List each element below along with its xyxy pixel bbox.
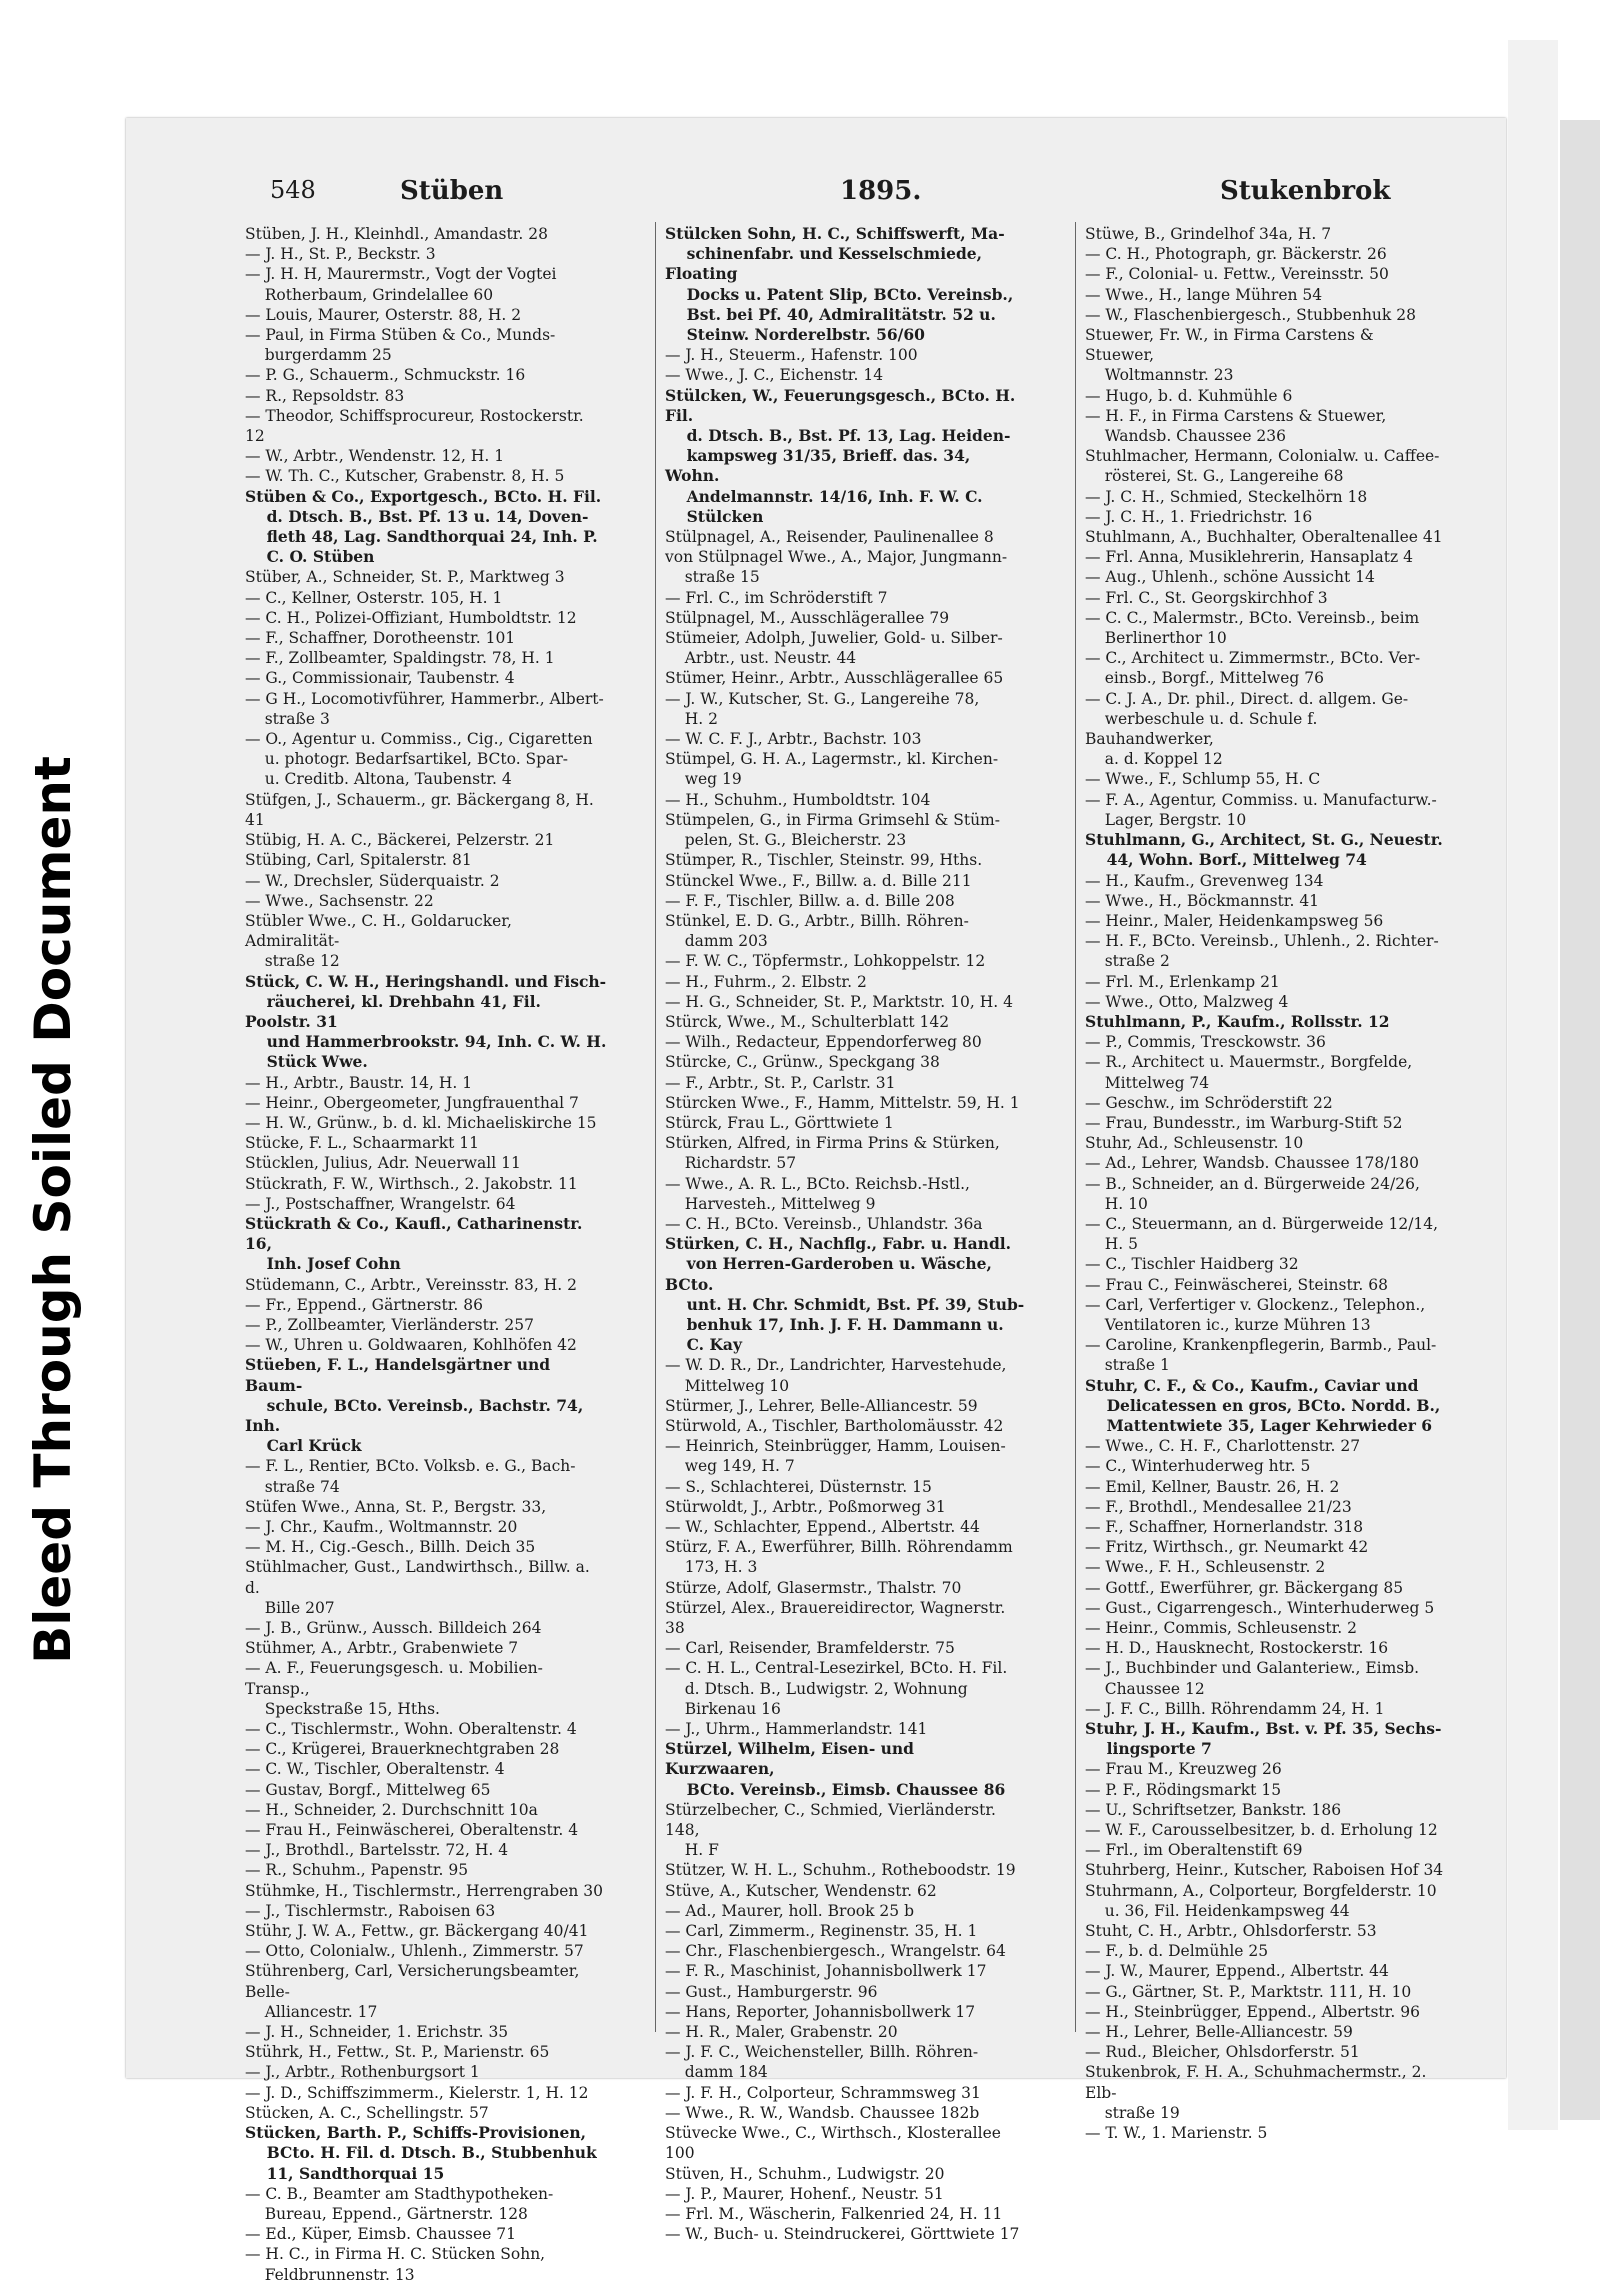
directory-entry: — Ed., Küper, Eimsb. Chaussee 71 — [245, 2225, 516, 2244]
page-header — [140, 176, 1490, 218]
directory-entry: — P., Zollbeamter, Vierländerstr. 257 — [245, 1315, 534, 1334]
directory-entry: — G., Gärtner, St. P., Marktstr. 111, H. 10 — [1085, 1982, 1412, 2001]
directory-entry: — C. H. L., Central-Lesezirkel, BCto. H. Fil. d. Dtsch. B., Ludwigstr. 2, Wohnung Birkenau 16 — [665, 1659, 1008, 1718]
directory-entry: Stuhlmann, G., Architect, St. G., Neuestr. 44, Wohn. Borf., Mittelweg 74 — [1085, 830, 1443, 870]
directory-entry: Stümpel, G. H. A., Lagermstr., kl. Kirchen- weg 19 — [665, 750, 999, 789]
directory-entry: — J. W., Kutscher, St. G., Langereihe 78, H. 2 — [665, 689, 980, 728]
directory-entry: — R., Architect u. Mauermstr., Borgfelde, Mittelweg 74 — [1085, 1053, 1413, 1092]
directory-entry: Stuhr, C. F., & Co., Kaufm., Caviar und Delicatessen en gros, BCto. Nordd. B., Mattentwiete 35, Lager Kehrwieder 6 — [1085, 1375, 1441, 1435]
adjacent-page-shadow — [1560, 120, 1600, 2120]
directory-entry: Stühmke, H., Tischlermstr., Herrengraben 30 — [245, 1881, 604, 1900]
directory-entry: Stuhrmann, A., Colporteur, Borgfelderstr. 10 u. 36, Fil. Heidenkampsweg 44 — [1085, 1881, 1437, 1920]
side-label-text: Bleed Through Soiled Document — [24, 756, 82, 1664]
directory-entry: Stürck, Wwe., M., Schulterblatt 142 — [665, 1012, 950, 1031]
directory-entry: — Caroline, Krankenpflegerin, Barmb., Paul- straße 1 — [1085, 1336, 1437, 1375]
directory-entry: — H. C., in Firma H. C. Stücken Sohn, Feldbrunnenstr. 13 — [245, 2245, 546, 2284]
directory-entry: — Louis, Maurer, Osterstr. 88, H. 2 — [245, 305, 522, 324]
directory-entry: — F. W. C., Töpfermstr., Lohkoppelstr. 12 — [665, 952, 986, 971]
directory-entry: — Heinr., Maler, Heidenkampsweg 56 — [1085, 911, 1384, 930]
directory-entry: — Wwe., F. H., Schleusenstr. 2 — [1085, 1558, 1326, 1577]
directory-entry: — Wwe., Otto, Malzweg 4 — [1085, 992, 1289, 1011]
directory-entry: — P. F., Rödingsmarkt 15 — [1085, 1780, 1282, 1799]
directory-entry: — Wwe., F., Schlump 55, H. C — [1085, 770, 1321, 789]
directory-entry: Stücken, A. C., Schellingstr. 57 — [245, 2103, 489, 2122]
directory-entry: Stüben, J. H., Kleinhdl., Amandastr. 28 — [245, 225, 548, 243]
directory-entry: Stürze, Adolf, Glasermstr., Thalstr. 70 — [665, 1578, 962, 1597]
directory-entry: — Wilh., Redacteur, Eppendorferweg 80 — [665, 1033, 982, 1052]
directory-entry: — W. D. R., Dr., Landrichter, Harvestehude, Mittelweg 10 — [665, 1356, 1007, 1395]
entries-column-left — [245, 224, 607, 2285]
directory-entry: — H., Fuhrm., 2. Elbstr. 2 — [665, 972, 867, 991]
directory-entry: — Gustav, Borgf., Mittelweg 65 — [245, 1780, 491, 1799]
directory-entry: — C., Steuermann, an d. Bürgerweide 12/14, H. 5 — [1085, 1214, 1439, 1254]
directory-entry: — H. D., Hausknecht, Rostockerstr. 16 — [1085, 1639, 1389, 1658]
directory-entry: Stülcken, W., Feuerungsgesch., BCto. H. Fil. d. Dtsch. B., Bst. Pf. 13, Lag. Heiden- kampsweg 31/35, Brieff. das. 34, Wohn. Andelmannstr. 14/16, Inh. F. W. C. Stülcken — [665, 385, 1016, 526]
directory-entry: — Gust., Cigarrengesch., Winterhuderweg 5 — [1085, 1598, 1435, 1617]
directory-entry: — Frau, Bundesstr., im Warburg-Stift 52 — [1085, 1113, 1403, 1132]
directory-entry: — Frau M., Kreuzweg 26 — [1085, 1760, 1282, 1779]
directory-entry: Stürken, Alfred, in Firma Prins & Stürken, Richardstr. 57 — [665, 1134, 1000, 1173]
directory-entry: Stücklen, Julius, Adr. Neuerwall 11 — [245, 1154, 521, 1173]
directory-entry: — F., Zollbeamter, Spaldingstr. 78, H. 1 — [245, 649, 555, 668]
directory-entry: Stuewer, Fr. W., in Firma Carstens & Stuewer, Woltmannstr. 23 — [1085, 326, 1374, 385]
directory-entry: — W., Uhren u. Goldwaaren, Kohlhöfen 42 — [245, 1336, 577, 1355]
directory-entry: — G., Commissionair, Taubenstr. 4 — [245, 669, 515, 688]
directory-entry: — Gust., Hamburgerstr. 96 — [665, 1982, 878, 2001]
directory-entry: — Ad., Lehrer, Wandsb. Chaussee 178/180 — [1085, 1154, 1420, 1173]
directory-entry: — Frl. M., Erlenkamp 21 — [1085, 972, 1280, 991]
entries-column-right — [1085, 224, 1447, 2143]
directory-entry: — C. C., Malermstr., BCto. Vereinsb., beim Berlinerthor 10 — [1085, 608, 1420, 648]
directory-entry: Stürzelbecher, C., Schmied, Vierländerstr. 148, H. F — [665, 1800, 996, 1860]
directory-entry: Stüdemann, C., Arbtr., Vereinsstr. 83, H. 2 — [245, 1275, 577, 1294]
directory-entry: — Heinrich, Steinbrügger, Hamm, Louisen- weg 149, H. 7 — [665, 1437, 1006, 1476]
directory-entry: Stülpnagel, M., Ausschlägerallee 79 — [665, 608, 950, 627]
directory-entry: — H. F., in Firma Carstens & Stuewer, Wandsb. Chaussee 236 — [1085, 406, 1387, 446]
directory-entry: — C. H., Photograph, gr. Bäckerstr. 26 — [1085, 245, 1387, 264]
directory-entry: — F. L., Rentier, BCto. Volksb. e. G., Bach- straße 74 — [245, 1457, 576, 1496]
directory-entry: — P., Commis, Tresckowstr. 36 — [1085, 1033, 1326, 1052]
directory-entry: — Frau H., Feinwäscherei, Oberaltenstr. 4 — [245, 1821, 579, 1840]
directory-entry: Stückrath, F. W., Wirthsch., 2. Jakobstr. 11 — [245, 1174, 578, 1193]
directory-entry: — Wwe., R. W., Wandsb. Chaussee 182b — [665, 2103, 980, 2122]
directory-entry: — W. F., Carousselbesitzer, b. d. Erholung 12 — [1085, 1821, 1438, 1840]
directory-entry: — C., Winterhuderweg htr. 5 — [1085, 1457, 1311, 1476]
directory-entry: — Hugo, b. d. Kuhmühle 6 — [1085, 386, 1293, 405]
directory-entry: Stübler Wwe., C. H., Goldarucker, Admiralität- straße 12 — [245, 911, 512, 971]
directory-entry: — H., Kaufm., Grevenweg 134 — [1085, 871, 1324, 890]
directory-entry: — F. R., Maschinist, Johannisbollwerk 17 — [665, 1962, 987, 1981]
directory-entry: — F., Schaffner, Hornerlandstr. 318 — [1085, 1518, 1364, 1536]
directory-entry: — Carl, Verfertiger v. Glockenz., Telephon., Ventilatoren ic., kurze Mühren 13 — [1085, 1295, 1426, 1334]
directory-entry: — H. G., Schneider, St. P., Marktstr. 10, H. 4 — [665, 992, 1013, 1011]
header-right-word: Stukenbrok — [1220, 176, 1391, 206]
directory-entry: Stüve, A., Kutscher, Wendenstr. 62 — [665, 1881, 937, 1900]
directory-entry: — C., Tischlermstr., Wohn. Oberaltenstr. 4 — [245, 1720, 577, 1739]
directory-entry: — Heinr., Obergeometer, Jungfrauenthal 7 — [245, 1093, 579, 1112]
directory-entry: — J., Buchbinder und Galanteriew., Eimsb. Chaussee 12 — [1085, 1659, 1420, 1698]
directory-entry: — G H., Locomotivführer, Hammerbr., Albert- straße 3 — [245, 689, 604, 728]
directory-entry: — Frl. Anna, Musiklehrerin, Hansaplatz 4 — [1085, 548, 1413, 567]
directory-entry: Stüwe, B., Grindelhof 34a, H. 7 — [1085, 225, 1332, 243]
directory-entry: Stuhr, Ad., Schleusenstr. 10 — [1085, 1134, 1304, 1153]
directory-entry: Stürzel, Alex., Brauereidirector, Wagnerstr. 38 — [665, 1598, 1011, 1638]
directory-entry: — J. D., Schiffszimmerm., Kielerstr. 1, H. 12 — [245, 2083, 589, 2102]
directory-entry: Stürken, C. H., Nachflg., Fabr. u. Handl. von Herren-Garderoben u. Wäsche, BCto. unt. H. Chr. Schmidt, Bst. Pf. 39, Stub- benhuk 17, Inh. J. F. H. Dammann u. C. Kay — [665, 1234, 1025, 1355]
directory-entry: Stümpelen, G., in Firma Grimsehl & Stüm- pelen, St. G., Bleicherstr. 23 — [665, 810, 1000, 850]
directory-entry: — Hans, Reporter, Johannisbollwerk 17 — [665, 2002, 976, 2021]
directory-entry: Stüber, A., Schneider, St. P., Marktweg 3 — [245, 568, 565, 587]
directory-entry: — C. J. A., Dr. phil., Direct. d. allgem. Ge- werbeschule u. d. Schule f. Bauhandwerker, a. d. Koppel 12 — [1085, 689, 1409, 769]
directory-entry: — H., Arbtr., Baustr. 14, H. 1 — [245, 1073, 473, 1092]
directory-entry: Stübig, H. A. C., Bäckerei, Pelzerstr. 21 — [245, 831, 555, 850]
directory-entry: — Wwe., Sachsenstr. 22 — [245, 891, 434, 910]
directory-entry: — Heinr., Commis, Schleusenstr. 2 — [1085, 1619, 1358, 1638]
directory-entry: — J., Brothdl., Bartelsstr. 72, H. 4 — [245, 1841, 509, 1860]
directory-entry: — H. W., Grünw., b. d. kl. Michaeliskirche 15 — [245, 1113, 597, 1132]
directory-entry: Stünkel, E. D. G., Arbtr., Billh. Röhren- damm 203 — [665, 911, 969, 951]
directory-entry: Stuhrberg, Heinr., Kutscher, Raboisen Hof 34 — [1085, 1861, 1444, 1880]
directory-entry: Stuhr, J. H., Kaufm., Bst. v. Pf. 35, Sechs- lingsporte 7 — [1085, 1719, 1442, 1759]
directory-entry: — H., Schuhm., Humboldtstr. 104 — [665, 790, 931, 809]
directory-entry: Stüeben, F. L., Handelsgärtner und Baum- schule, BCto. Vereinsb., Bachstr. 74, Inh. Carl Krück — [245, 1355, 584, 1456]
directory-entry: — Rud., Bleicher, Ohlsdorferstr. 51 — [1085, 2043, 1360, 2062]
directory-entry: — H., Schneider, 2. Durchschnitt 10a — [245, 1800, 538, 1819]
directory-entry: — J., Arbtr., Rothenburgsort 1 — [245, 2063, 480, 2082]
directory-entry: — C. B., Beamter am Stadthypotheken- Bureau, Eppend., Gärtnerstr. 128 — [245, 2184, 554, 2223]
directory-entry: Stürwold, A., Tischler, Bartholomäusstr. 42 — [665, 1416, 1004, 1435]
directory-entry: — Ad., Maurer, holl. Brook 25 b — [665, 1901, 914, 1920]
directory-entry: Stümeier, Adolph, Juwelier, Gold- u. Silber- Arbtr., ust. Neustr. 44 — [665, 629, 1003, 668]
directory-entry: — F., b. d. Delmühle 25 — [1085, 1942, 1269, 1961]
directory-entry: — R., Repsoldstr. 83 — [245, 386, 405, 405]
directory-entry: — P. G., Schauerm., Schmuckstr. 16 — [245, 366, 526, 385]
directory-entry: — F., Arbtr., St. P., Carlstr. 31 — [665, 1073, 896, 1092]
directory-entry: — J. B., Grünw., Aussch. Billdeich 264 — [245, 1619, 542, 1638]
directory-entry: Stünckel Wwe., F., Billw. a. d. Bille 211 — [665, 871, 972, 890]
directory-entry: — J. P., Maurer, Hohenf., Neustr. 51 — [665, 2184, 944, 2203]
directory-entry: Stuhlmann, A., Buchhalter, Oberaltenallee 41 — [1085, 528, 1443, 547]
directory-entry: — Theodor, Schiffsprocureur, Rostockerstr. 12 — [245, 406, 589, 446]
entries-column-middle — [665, 224, 1027, 2244]
directory-entry: — J. F. H., Colporteur, Schrammsweg 31 — [665, 2083, 981, 2102]
column-rule — [1075, 222, 1076, 2032]
directory-entry: — S., Schlachterei, Düsternstr. 15 — [665, 1477, 932, 1496]
directory-entry: — W., Drechsler, Süderquaistr. 2 — [245, 871, 500, 890]
directory-entry: — U., Schriftsetzer, Bankstr. 186 — [1085, 1800, 1342, 1819]
bleed-through-label — [8, 610, 98, 1810]
directory-entry: Stüfen Wwe., Anna, St. P., Bergstr. 33, — [245, 1497, 547, 1516]
directory-entry: — W. C. F. J., Arbtr., Bachstr. 103 — [665, 730, 922, 749]
directory-entry: — F., Brothdl., Mendesallee 21/23 — [1085, 1497, 1352, 1516]
directory-entry: — Frl. C., St. Georgskirchhof 3 — [1085, 588, 1328, 607]
directory-entry: Stürz, F. A., Ewerführer, Billh. Röhrendamm 173, H. 3 — [665, 1538, 1013, 1577]
directory-entry: — H., Steinbrügger, Eppend., Albertstr. 96 — [1085, 2002, 1420, 2021]
directory-entry: Stübing, Carl, Spitalerstr. 81 — [245, 851, 472, 870]
directory-entry: — C. H., Polizei-Offiziant, Humboldtstr. 12 — [245, 608, 577, 627]
directory-entry: — C. H., BCto. Vereinsb., Uhlandstr. 36a — [665, 1214, 983, 1233]
directory-entry: — B., Schneider, an d. Bürgerweide 24/26, H. 10 — [1085, 1174, 1420, 1213]
directory-entry: Stückrath & Co., Kaufl., Catharinenstr. 16, Inh. Josef Cohn — [245, 1213, 583, 1274]
column-rule — [655, 222, 656, 2032]
directory-entry: — Paul, in Firma Stüben & Co., Munds- burgerdamm 25 — [245, 326, 556, 365]
directory-entry: Stukenbrok, F. H. A., Schuhmachermstr., 2. Elb- straße 19 — [1085, 2063, 1427, 2122]
directory-entry: Stücken, Barth. P., Schiffs-Provisionen, BCto. H. Fil. d. Dtsch. B., Stubbenhuk 11, Sandthorquai 15 — [245, 2123, 597, 2183]
directory-entry: — J. Chr., Kaufm., Woltmannstr. 20 — [245, 1518, 518, 1536]
directory-entry: — Wwe., H., Böckmannstr. 41 — [1085, 891, 1320, 910]
directory-entry: Stützer, W. H. L., Schuhm., Rotheboodstr. 19 — [665, 1861, 1016, 1880]
directory-entry: Stürck, Frau L., Görttwiete 1 — [665, 1113, 894, 1132]
directory-entry: — J. W., Maurer, Eppend., Albertstr. 44 — [1085, 1962, 1389, 1981]
directory-entry: — Frau C., Feinwäscherei, Steinstr. 68 — [1085, 1275, 1388, 1294]
directory-entry: Stürcke, C., Grünw., Speckgang 38 — [665, 1053, 940, 1072]
directory-entry: — Wwe., H., lange Mühren 54 — [1085, 285, 1323, 304]
directory-entry: Stüvecke Wwe., C., Wirthsch., Klosterallee 100 — [665, 2124, 1006, 2163]
header-year: 1895. — [840, 176, 922, 206]
directory-entry: — T. W., 1. Marienstr. 5 — [1085, 2124, 1268, 2143]
directory-entry: — Fr., Eppend., Gärtnerstr. 86 — [245, 1295, 483, 1314]
directory-entry: — J. H. H, Maurermstr., Vogt der Vogtei Rotherbaum, Grindelallee 60 — [245, 265, 557, 304]
directory-entry: — O., Agentur u. Commiss., Cig., Cigaretten u. photogr. Bedarfsartikel, BCto. Spar- u. Creditb. Altona, Taubenstr. 4 — [245, 730, 593, 789]
directory-entry: Stühr, J. W. A., Fettw., gr. Bäckergang 40/41 — [245, 1922, 589, 1941]
directory-entry: Stüben & Co., Exportgesch., BCto. H. Fil. d. Dtsch. B., Bst. Pf. 13 u. 14, Doven- fleth 48, Lag. Sandthorquai 24, Inh. P. C. O. Stüben — [245, 486, 602, 567]
directory-entry: — Carl, Reisender, Bramfelderstr. 75 — [665, 1639, 955, 1658]
directory-entry: — H. R., Maler, Grabenstr. 20 — [665, 2023, 898, 2042]
directory-entry: Stuhlmann, P., Kaufm., Rollsstr. 12 — [1085, 1011, 1390, 1031]
directory-entry: — Wwe., A. R. L., BCto. Reichsb.-Hstl., Harvesteh., Mittelweg 9 — [665, 1174, 970, 1213]
directory-entry: Stücke, F. L., Schaarmarkt 11 — [245, 1134, 479, 1153]
directory-entry: Stuhlmacher, Hermann, Colonialw. u. Caffee- rösterei, St. G., Langereihe 68 — [1085, 447, 1440, 486]
directory-entry: — A. F., Feuerungsgesch. u. Mobilien-Transp., Speckstraße 15, Hths. — [245, 1659, 543, 1718]
directory-entry: — F. A., Agentur, Commiss. u. Manufacturw.- Lager, Bergstr. 10 — [1085, 790, 1437, 829]
directory-entry: — J., Postschaffner, Wrangelstr. 64 — [245, 1194, 516, 1213]
directory-entry: — Frl. M., Wäscherin, Falkenried 24, H. 11 — [665, 2204, 1003, 2223]
directory-entry: Stülpnagel, A., Reisender, Paulinenallee 8 — [665, 528, 994, 547]
directory-entry: Stürwoldt, J., Arbtr., Poßmorweg 31 — [665, 1497, 946, 1516]
directory-entry: — F. F., Tischler, Billw. a. d. Bille 208 — [665, 891, 955, 910]
directory-entry: — J. C. H., Schmied, Steckelhörn 18 — [1085, 487, 1368, 506]
directory-entry: — Otto, Colonialw., Uhlenh., Zimmerstr. 57 — [245, 1942, 584, 1961]
directory-entry: — J. F. C., Weichensteller, Billh. Röhren- damm 184 — [665, 2043, 979, 2082]
page-number: 548 — [270, 176, 316, 204]
directory-entry: — Frl. C., im Schröderstift 7 — [665, 588, 888, 607]
directory-entry: — J., Uhrm., Hammerlandstr. 141 — [665, 1720, 928, 1739]
header-left-word: Stüben — [400, 176, 504, 206]
directory-entry: — C., Tischler Haidberg 32 — [1085, 1255, 1299, 1274]
directory-entry: Stümper, R., Tischler, Steinstr. 99, Hths. — [665, 851, 983, 870]
directory-entry: — Carl, Zimmerm., Reginenstr. 35, H. 1 — [665, 1922, 978, 1941]
directory-entry: Stück, C. W. H., Heringshandl. und Fisch- räucherei, kl. Drehbahn 41, Fil. Poolstr. 31 und Hammerbrookstr. 94, Inh. C. W. H. Stück Wwe. — [245, 971, 607, 1072]
directory-entry: — M. H., Cig.-Gesch., Billh. Deich 35 — [245, 1538, 536, 1557]
directory-entry: Stührk, H., Fettw., St. P., Marienstr. 65 — [245, 2043, 550, 2062]
directory-entry: — H., Lehrer, Belle-Alliancestr. 59 — [1085, 2023, 1353, 2042]
directory-entry: — C., Krügerei, Brauerknechtgraben 28 — [245, 1740, 560, 1759]
directory-entry: — R., Schuhm., Papenstr. 95 — [245, 1861, 469, 1880]
adjacent-page-edge — [1508, 40, 1558, 2130]
directory-entry: Stürmer, J., Lehrer, Belle-Alliancestr. 59 — [665, 1396, 978, 1415]
directory-entry: — W., Buch- u. Steindruckerei, Görttwiete 17 — [665, 2225, 1020, 2244]
directory-entry: Stühmer, A., Arbtr., Grabenwiete 7 — [245, 1639, 519, 1658]
directory-entry: — J. H., St. P., Beckstr. 3 — [245, 245, 436, 264]
directory-entry: — J., Tischlermstr., Raboisen 63 — [245, 1901, 496, 1920]
directory-entry: — Emil, Kellner, Baustr. 26, H. 2 — [1085, 1477, 1340, 1496]
directory-entry: — J. F. C., Billh. Röhrendamm 24, H. 1 — [1085, 1699, 1385, 1718]
directory-entry: — W., Schlachter, Eppend., Albertstr. 44 — [665, 1518, 980, 1536]
directory-entry: Stüven, H., Schuhm., Ludwigstr. 20 — [665, 2164, 945, 2183]
directory-entry: Stuht, C. H., Arbtr., Ohlsdorferstr. 53 — [1085, 1922, 1377, 1941]
directory-entry: Stühlmacher, Gust., Landwirthsch., Billw. a. d. Bille 207 — [245, 1558, 590, 1617]
directory-entry: — C., Kellner, Osterstr. 105, H. 1 — [245, 588, 503, 607]
directory-entry: — C., Architect u. Zimmermstr., BCto. Ver- einsb., Borgf., Mittelweg 76 — [1085, 649, 1421, 688]
directory-entry: — Frl., im Oberaltenstift 69 — [1085, 1841, 1303, 1860]
directory-entry: — F., Schaffner, Dorotheenstr. 101 — [245, 629, 516, 648]
directory-entry: — F., Colonial- u. Fettw., Vereinsstr. 50 — [1085, 265, 1389, 284]
directory-entry: — Wwe., J. C., Eichenstr. 14 — [665, 366, 884, 385]
directory-entry: — Fritz, Wirthsch., gr. Neumarkt 42 — [1085, 1538, 1369, 1557]
directory-entry: — J. H., Steuerm., Hafenstr. 100 — [665, 346, 918, 365]
directory-entry: Stürzel, Wilhelm, Eisen- und Kurzwaaren, BCto. Vereinsb., Eimsb. Chaussee 86 — [665, 1739, 1006, 1799]
directory-entry: — Aug., Uhlenh., schöne Aussicht 14 — [1085, 568, 1375, 587]
directory-entry: von Stülpnagel Wwe., A., Major, Jungmann- straße 15 — [665, 548, 1008, 587]
directory-entry: Stührenberg, Carl, Versicherungsbeamter, Belle- Alliancestr. 17 — [245, 1962, 580, 2021]
directory-entry: — Chr., Flaschenbiergesch., Wrangelstr. 64 — [665, 1942, 1006, 1961]
directory-entry: Stürcken Wwe., F., Hamm, Mittelstr. 59, H. 1 — [665, 1093, 1020, 1112]
directory-entry: — J. C. H., 1. Friedrichstr. 16 — [1085, 507, 1313, 526]
directory-entry: Stüfgen, J., Schauerm., gr. Bäckergang 8, H. 41 — [245, 790, 599, 829]
directory-entry: — W., Flaschenbiergesch., Stubbenhuk 28 — [1085, 305, 1416, 324]
directory-entry: — H. F., BCto. Vereinsb., Uhlenh., 2. Richter- straße 2 — [1085, 932, 1439, 971]
directory-entry: — C. W., Tischler, Oberaltenstr. 4 — [245, 1760, 505, 1779]
directory-entry: Stümer, Heinr., Arbtr., Ausschlägerallee 65 — [665, 669, 1004, 688]
directory-entry: — Gottf., Ewerführer, gr. Bäckergang 85 — [1085, 1578, 1404, 1597]
directory-entry: — Wwe., C. H. F., Charlottenstr. 27 — [1085, 1437, 1361, 1456]
directory-entry: — W. Th. C., Kutscher, Grabenstr. 8, H. 5 — [245, 467, 565, 486]
directory-entry: Stülcken Sohn, H. C., Schiffswerft, Ma- schinenfabr. und Kesselschmiede, Floating Docks u. Patent Slip, BCto. Vereinsb., Bst. bei Pf. 40, Admiralitätstr. 52 u. Steinw. Norderelbstr. 56/60 — [665, 224, 1014, 345]
directory-entry: — J. H., Schneider, 1. Erichstr. 35 — [245, 2023, 509, 2042]
directory-entry: — Geschw., im Schröderstift 22 — [1085, 1093, 1333, 1112]
directory-entry: — W., Arbtr., Wendenstr. 12, H. 1 — [245, 447, 505, 466]
